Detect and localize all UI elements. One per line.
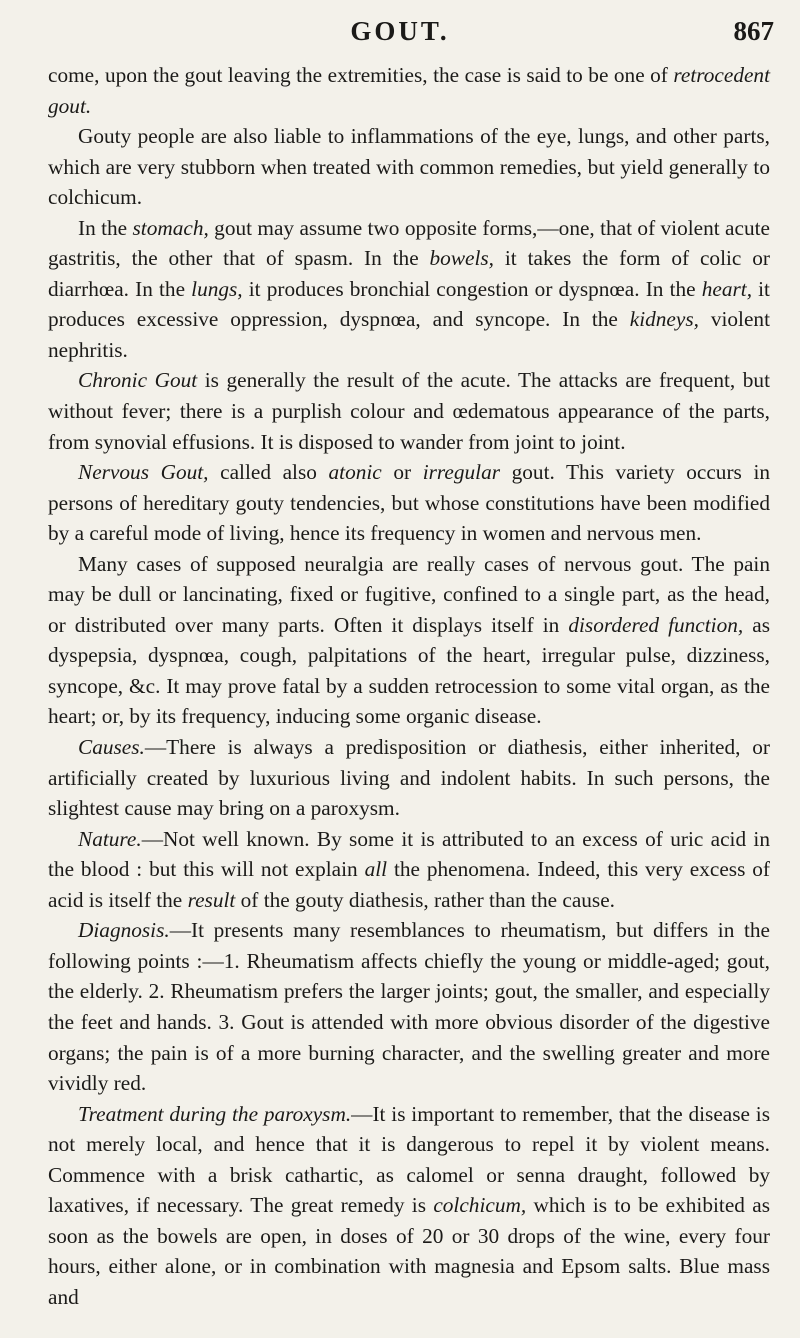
italic-text: irregular (422, 460, 501, 485)
italic-text: Causes. (78, 735, 145, 760)
italic-text: Diagnosis. (78, 918, 170, 943)
text-run: it takes the form of colic or diarrhœa. In the (48, 246, 770, 301)
italic-text: bowels, (429, 246, 494, 271)
italic-text: stomach, (132, 215, 209, 240)
text-run: it produces excessive oppression, dyspnœa, and syncope. In the (48, 276, 770, 332)
paragraph (48, 732, 770, 824)
text-run: of the gouty diathesis, rather than the cause. (235, 887, 615, 912)
italic-text: Nature. (78, 826, 142, 851)
page-number: 867 (733, 16, 774, 46)
italic-text: Nervous Gout, (78, 460, 209, 485)
body-text (48, 60, 770, 1312)
text-run: Many cases of supposed neuralgia are really cases of nervous gout. The pain may be dull or lancinating, fixed or fugitive, confined to a single part, as the head, or distributed over many parts. Often it displays itself in (48, 551, 770, 637)
text-run: called also (208, 460, 329, 485)
text-run: as dyspepsia, dyspnœa, cough, palpitations of the heart, irregular pulse, dizziness, syncope, &c. It may prove fatal by a sudden retrocession to some vital organ, as the heart; or, by its frequency, inducing some organic disease. (48, 612, 770, 729)
text-run: In the (78, 215, 133, 240)
italic-text: colchicum, (433, 1193, 527, 1218)
paragraph (48, 121, 770, 213)
text-run: gout may assume two opposite forms,—one, that of violent acute gastritis, the other that of spasm. In the (48, 215, 770, 271)
text-run: violent nephritis. (48, 307, 770, 362)
paragraph (48, 915, 770, 1098)
paragraph (48, 60, 770, 121)
page-header (0, 16, 800, 56)
paragraph (48, 365, 770, 457)
italic-text: heart, (701, 276, 753, 301)
italic-text: Chronic Gout (78, 368, 198, 393)
text-run: the phenomena. Indeed, this very excess of acid is itself the (48, 857, 770, 912)
italic-text: lungs, (191, 276, 243, 301)
text-run: —There is always a predisposition or diathesis, either inherited, or artificially created by luxurious living and indolent habits. In such persons, the slightest cause may bring on a paroxysm. (48, 735, 770, 821)
italic-text: all (364, 857, 388, 882)
italic-text: retrocedent gout. (48, 63, 770, 118)
text-run: or (381, 460, 423, 485)
text-run: —It presents many resemblances to rheumatism, but differs in the following points :—1. Rheumatism affects chiefly the young or middle-aged; gout, the elderly. 2. Rheumatism prefers the larger joints; gout, the smaller, and especially the feet and hands. 3. Gout is attended with more obvious disorder of the digestive organs; the pain is of a more burning character, and the swelling greater and more vividly red. (48, 918, 770, 1096)
text-run: —It is important to remember, that the disease is not merely local, and hence that it is dangerous to repel it by violent means. Commence with a brisk cathartic, as calomel or senna draught, followed by laxatives, if necessary. The great remedy is (48, 1101, 770, 1218)
text-run: which is to be exhibited as soon as the bowels are open, in doses of 20 or 30 drops of the wine, every four hours, either alone, or in combination with magnesia and Epsom salts. Blue mass and (48, 1193, 770, 1309)
italic-text: result (187, 887, 236, 912)
paragraph (48, 213, 770, 366)
paragraph (48, 824, 770, 916)
text-run: —Not well known. By some it is attributed to an excess of uric acid in the blood : but this will not explain (48, 826, 770, 882)
text-run: is generally the result of the acute. The attacks are frequent, but without fever; there is a purplish colour and œdematous appearance of the parts, from synovial effusions. It is disposed to wander from joint to joint. (48, 368, 770, 454)
italic-text: kidneys, (629, 307, 699, 332)
italic-text: Treatment during the paroxysm. (78, 1101, 352, 1126)
text-run: come, upon the gout leaving the extremities, the case is said to be one of (48, 63, 674, 87)
text-run: Gouty people are also liable to inflammations of the eye, lungs, and other parts, which are very stubborn when treated with common remedies, but yield generally to colchicum. (48, 124, 770, 210)
paragraph (48, 549, 770, 732)
text-run: it produces bronchial congestion or dyspnœa. In the (242, 276, 702, 301)
running-title: GOUT. (350, 16, 450, 46)
paragraph (48, 457, 770, 549)
italic-text: atonic (328, 460, 382, 485)
text-run: gout. This variety occurs in persons of hereditary gouty tendencies, but whose constitutions have been modified by a careful mode of living, hence its frequency in women and nervous men. (48, 460, 771, 546)
italic-text: disordered function, (568, 612, 744, 637)
paragraph (48, 1099, 770, 1313)
